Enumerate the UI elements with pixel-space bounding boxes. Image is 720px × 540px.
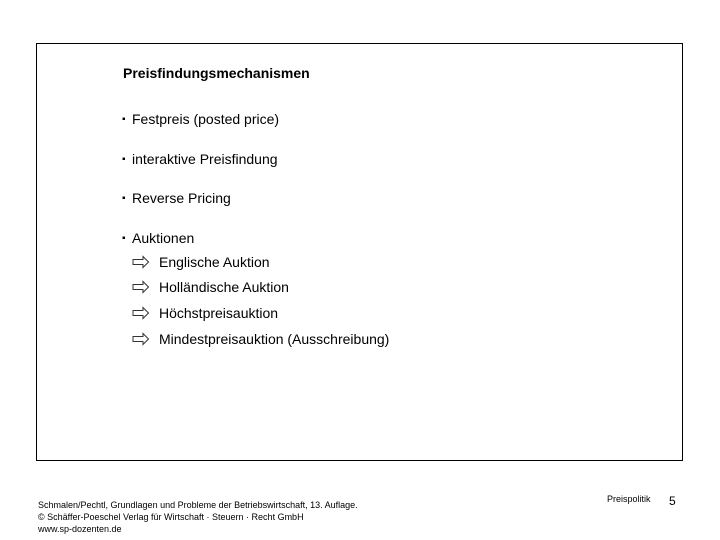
footer-section-label: Preispolitik (607, 494, 651, 504)
bullet-text: interaktive Preisfindung (132, 151, 278, 167)
footer-citation (38, 499, 358, 535)
arrow-right-outline-icon (132, 306, 150, 320)
arrow-right-outline-icon (132, 280, 150, 294)
bullet-text: Festpreis (posted price) (132, 111, 280, 127)
sub-item-hollaendische-auktion (132, 279, 289, 295)
sub-item-hoechstpreisauktion (132, 305, 278, 321)
bullet-text: Reverse Pricing (132, 190, 231, 206)
bullet-item-auktionen (122, 230, 194, 246)
slide-frame (36, 43, 683, 461)
bullet-item-reverse-pricing (122, 190, 231, 206)
sub-item-englische-auktion (132, 254, 270, 270)
sub-item-text: Holländische Auktion (159, 279, 289, 295)
bullet-item-interaktive-preisfindung (122, 151, 278, 167)
slide-title: Preisfindungsmechanismen (123, 65, 310, 81)
footer-line-citation: Schmalen/Pechtl, Grundlagen und Probleme der Betriebswirtschaft, 13. Auflage. (38, 500, 358, 510)
footer-line-publisher: © Schäffer-Poeschel Verlag für Wirtschaft · Steuern · Recht GmbH (38, 512, 304, 522)
sub-item-mindestpreisauktion (132, 331, 389, 347)
sub-item-text: Höchstpreisauktion (159, 305, 279, 321)
arrow-right-outline-icon (132, 332, 150, 346)
page-number: 5 (669, 494, 676, 508)
bullet-text: Auktionen (132, 230, 195, 246)
bullet-marker: ▪ (122, 233, 126, 244)
bullet-marker: ▪ (122, 114, 126, 125)
bullet-marker: ▪ (122, 193, 126, 204)
bullet-marker: ▪ (122, 154, 126, 165)
arrow-right-outline-icon (132, 255, 150, 269)
sub-item-text: Mindestpreisauktion (Ausschreibung) (159, 331, 390, 347)
sub-item-text: Englische Auktion (159, 254, 270, 270)
footer-line-website: www.sp-dozenten.de (38, 524, 122, 534)
bullet-item-festpreis (122, 111, 279, 127)
